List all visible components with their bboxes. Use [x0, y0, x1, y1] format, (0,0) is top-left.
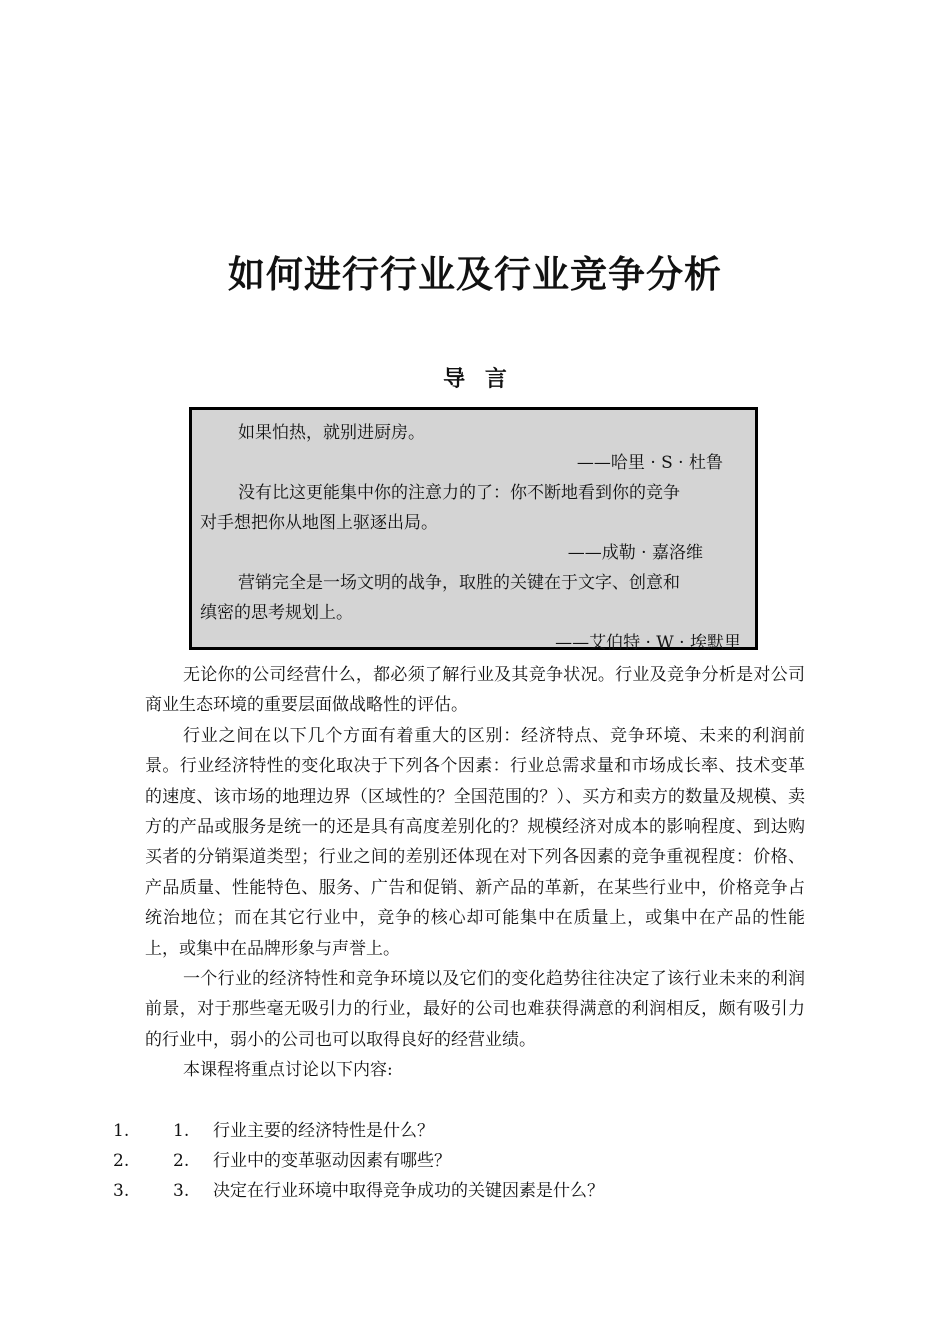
section-heading-char-1: 导 — [443, 367, 466, 392]
list-outer-number: 3. — [113, 1181, 130, 1201]
paragraph-intro: 无论你的公司经营什么，都必须了解行业及其竞争状况。行业及竞争分析是对公司商业生态环境的重要层面做战略性的评估。 — [145, 665, 805, 716]
quote-3-author: ——艾伯特 · W · 埃默里 — [555, 633, 741, 653]
list-item-text: 行业主要的经济特性是什么？ — [213, 1121, 434, 1141]
quote-1-text: 如果怕热，就别进厨房。 — [238, 423, 425, 443]
section-heading-char-2: 言 — [484, 367, 507, 392]
paragraph-course-topics: 本课程将重点讨论以下内容: — [183, 1060, 393, 1081]
list-inner-number: 3. — [173, 1181, 190, 1201]
section-heading — [0, 362, 950, 393]
list-item-text: 行业中的变革驱动因素有哪些？ — [213, 1151, 451, 1171]
body-text — [145, 660, 805, 1086]
list-item-text: 决定在行业环境中取得竞争成功的关键因素是什么？ — [213, 1181, 604, 1201]
quote-2-author: ——成勒 · 嘉洛维 — [567, 543, 703, 563]
document-title: 如何进行行业及行业竞争分析 — [228, 253, 722, 296]
quote-3-line-2: 缜密的思考规划上。 — [200, 603, 353, 623]
list-inner-number: 2. — [173, 1151, 190, 1171]
list-outer-number: 1. — [113, 1121, 130, 1141]
paragraph-differences: 行业之间在以下几个方面有着重大的区别：经济特点、竞争环境、未来的利润前景。行业经济特性的变化取决于下列各个因素：行业总需求量和市场成长率、技术变革的速度、该市场的地理边界（区域性的？全国范围的？）、买方和卖方的数量及规模、卖方的产品或服务是统一的还是具有高度差别化的？规模经济对成本的影响程度、到达购买者的分销渠道类型；行业之间的差别还体现在对下列各因素的竞争重视程度：价格、产品质量、性能特色、服务、广告和促销、新产品的革新，在某些行业中，价格竞争占统治地位；而在其它行业中，竞争的核心却可能集中在质量上，或集中在产品的性能上，或集中在品牌形象与声誉上。 — [145, 725, 805, 959]
quote-1-author: ——哈里 · S · 杜鲁 — [576, 453, 723, 473]
list-inner-number: 1. — [173, 1121, 190, 1141]
quote-2-line-1: 没有比这更能集中你的注意力的了：你不断地看到你的竞争 — [238, 483, 680, 503]
list-outer-number: 2. — [113, 1151, 130, 1171]
quote-box — [189, 407, 758, 653]
quote-2-line-2: 对手想把你从地图上驱逐出局。 — [200, 513, 438, 533]
paragraph-prospects: 一个行业的经济特性和竞争环境以及它们的变化趋势往往决定了该行业未来的利润前景，对于那些毫无吸引力的行业，最好的公司也难获得满意的利润相反，颇有吸引力的行业中，弱小的公司也可以取得良好的经营业绩。 — [145, 969, 805, 1050]
quote-3-line-1: 营销完全是一场文明的战争，取胜的关键在于文字、创意和 — [238, 573, 680, 593]
